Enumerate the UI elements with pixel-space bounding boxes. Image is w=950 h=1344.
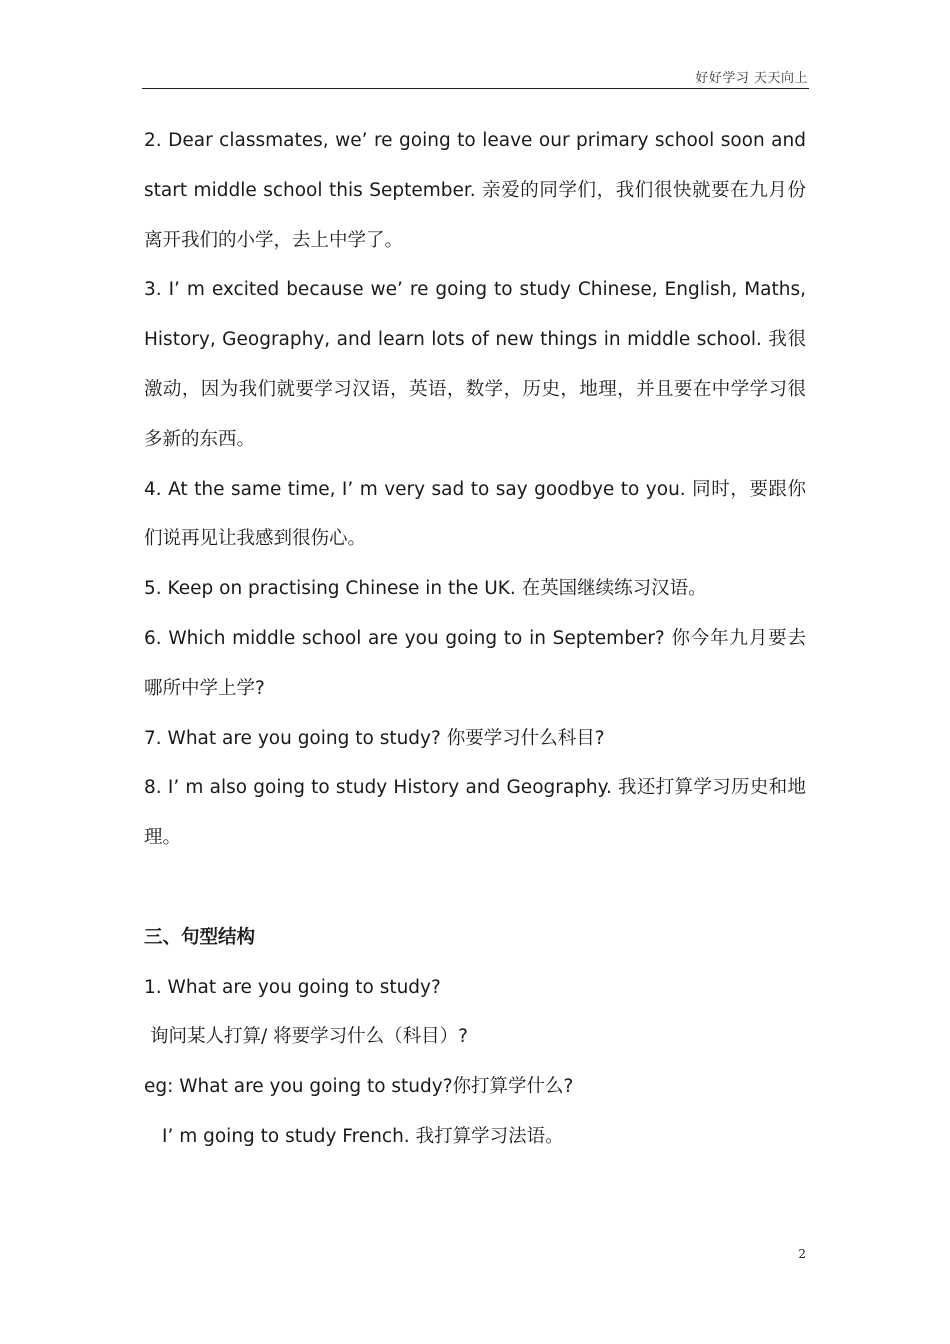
sentence-3: 3. I’ m excited because we’ re going to study Chinese, English, Maths, History, Geography, and learn lots of new things in middle school. 我很激动，因为我们就要学习汉语，英语，数学，历史，地理，并且要在中学学习很多新的东西。	[144, 279, 806, 450]
structure-item-1: 1. What are you going to study?	[144, 976, 441, 998]
sentence-7: 7. What are you going to study? 你要学习什么科目?	[144, 727, 605, 749]
page-header-text: 好好学习 天天向上	[695, 71, 808, 86]
page-number: 2	[798, 1247, 806, 1261]
structure-explanation: 询问某人打算/ 将要学习什么（科目）?	[150, 1026, 468, 1048]
sentence-2: 2. Dear classmates, we’ re going to leave our primary school soon and start middle school this September. 亲爱的同学们，我们很快就要在九月份离开我们的小学，去上中学了。	[144, 130, 806, 251]
sentence-6: 6. Which middle school are you going to in September? 你今年九月要去哪所中学上学?	[144, 627, 806, 699]
sentence-8: 8. I’ m also going to study History and Geography. 我还打算学习历史和地理。	[144, 777, 806, 849]
section-heading: 三、句型结构	[144, 926, 256, 948]
header-divider	[142, 88, 809, 89]
structure-example: eg: What are you going to study?你打算学什么?	[144, 1076, 574, 1098]
section-spacer	[144, 863, 806, 913]
sentence-4: 4. At the same time, I’ m very sad to say goodbye to you. 同时，要跟你们说再见让我感到很伤心。	[144, 478, 806, 550]
structure-answer: I’ m going to study French. 我打算学习法语。	[162, 1125, 564, 1147]
sentence-5: 5. Keep on practising Chinese in the UK. 在英国继续练习汉语。	[144, 578, 707, 600]
document-body	[144, 116, 806, 1162]
